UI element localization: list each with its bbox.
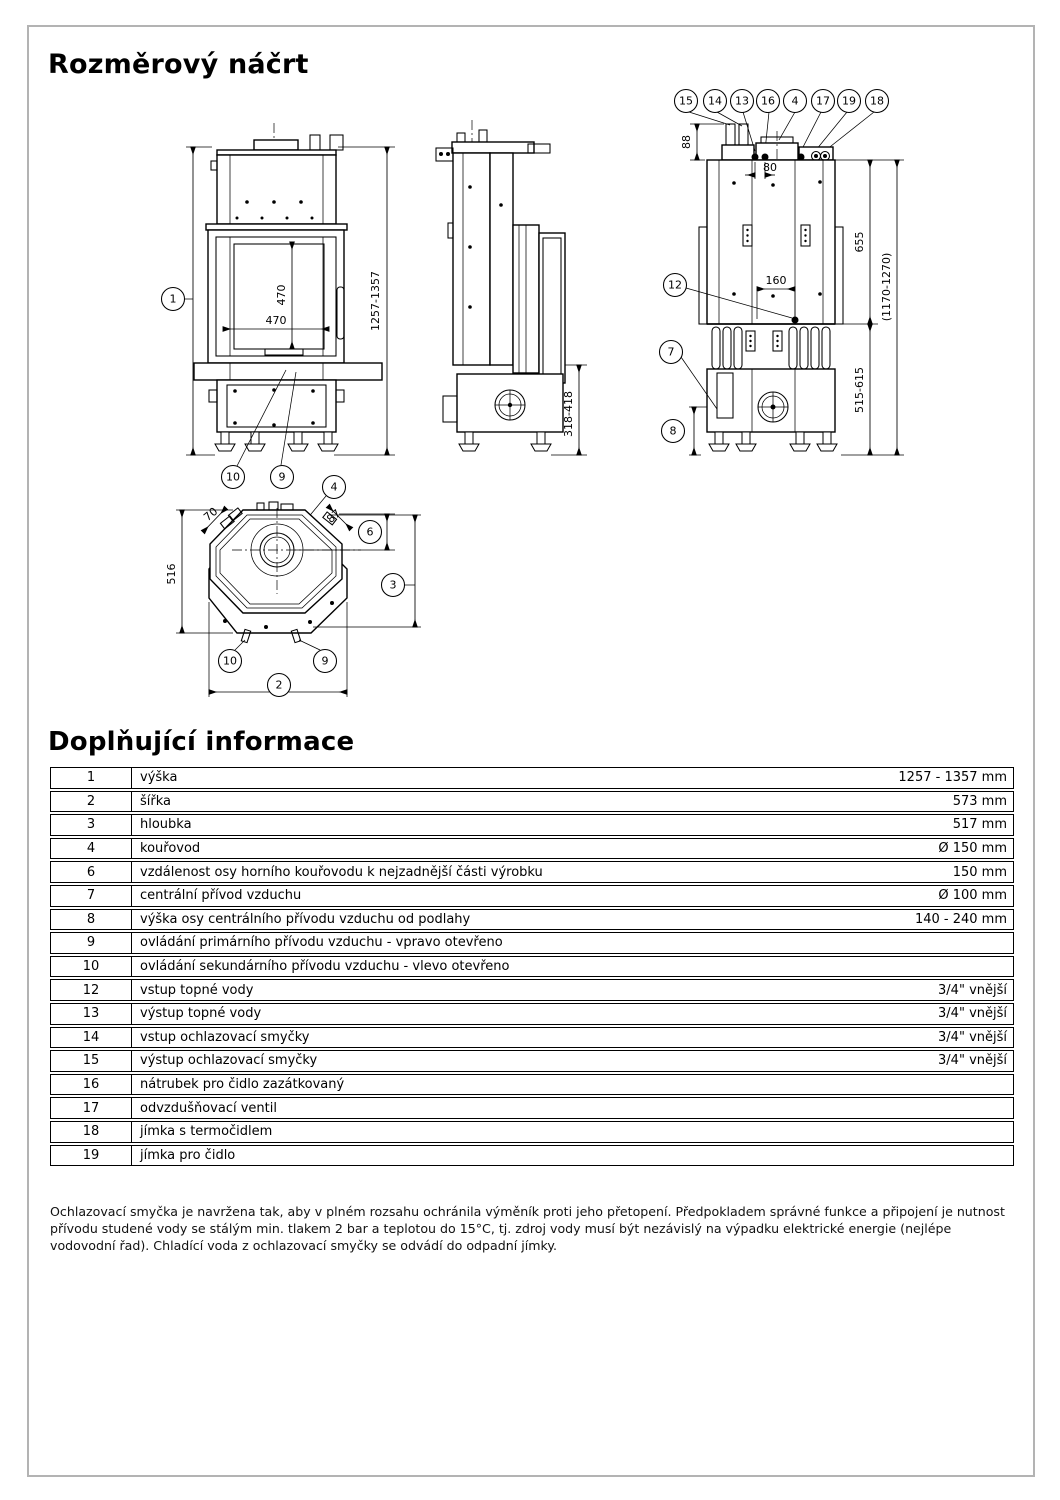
row-value: Ø 100 mm (938, 888, 1007, 904)
row-label: ovládání primárního přívodu vzduchu - vpravo otevřeno (140, 935, 503, 951)
row-value: 517 mm (952, 817, 1007, 833)
section-title: Doplňující informace (48, 727, 355, 757)
row-value (1007, 1122, 1013, 1142)
front-view (162, 123, 396, 537)
row-label: vzdálenost osy horního kouřovodu k nejzadnější části výrobku (140, 864, 543, 880)
front-callout-4: 4 (330, 480, 338, 494)
row-value (1007, 1146, 1013, 1166)
row-number: 19 (51, 1146, 132, 1166)
rear-callout-15: 15 (679, 94, 693, 108)
rear-total-dim: (1170-1270) (880, 252, 893, 322)
row-value: 573 mm (952, 793, 1007, 809)
rear-lower-dim: 515-615 (853, 367, 866, 413)
table-row (50, 1097, 1014, 1119)
rear-callout-16: 16 (761, 94, 775, 108)
rear-callout-4: 4 (791, 94, 799, 108)
rear-callout-17: 17 (816, 94, 830, 108)
row-value (1007, 933, 1013, 953)
row-label: vstup topné vody (140, 982, 254, 998)
row-label: ovládání sekundárního přívodu vzduchu - vlevo otevřeno (140, 959, 510, 975)
rear-view (660, 90, 905, 456)
row-value: 140 - 240 mm (914, 911, 1007, 927)
table-row (50, 932, 1014, 954)
rear-upper-dim: 655 (853, 231, 866, 253)
rear-water-spacing-dim: 160 (765, 274, 787, 287)
table-row (50, 861, 1014, 883)
row-label: výška osy centrálního přívodu vzduchu od podlahy (140, 911, 471, 927)
table-row (50, 956, 1014, 978)
document-page (27, 25, 1035, 1477)
front-callout-9: 9 (278, 470, 286, 484)
plan-callout-3: 3 (389, 578, 397, 592)
plan-callout-10: 10 (223, 654, 237, 668)
row-label: odvzdušňovací ventil (140, 1100, 277, 1116)
table-row (50, 791, 1014, 813)
rear-callout-12: 12 (668, 278, 682, 292)
row-label: kouřovod (140, 841, 201, 857)
side-air-axis-dim: 318-418 (562, 391, 575, 437)
table-row (50, 838, 1014, 860)
plan-callout-2: 2 (275, 678, 283, 692)
rear-top-dim: 88 (680, 135, 693, 149)
row-number: 10 (51, 957, 132, 977)
front-glass-height-dim: 470 (275, 284, 288, 306)
table-row (50, 909, 1014, 931)
side-view (436, 120, 587, 455)
row-number: 16 (51, 1075, 132, 1095)
row-label: centrální přívod vzduchu (140, 888, 302, 904)
row-label: hloubka (140, 817, 192, 833)
front-total-height-dim: 1257-1357 (369, 271, 382, 331)
plan-callout-9: 9 (321, 654, 329, 668)
page-title: Rozměrový náčrt (48, 49, 309, 80)
plan-depth-dim: 516 (165, 563, 178, 585)
plan-left-stub-dim: 70 (201, 504, 221, 524)
row-value: Ø 150 mm (938, 841, 1007, 857)
row-number: 6 (51, 862, 132, 882)
table-row (50, 814, 1014, 836)
row-label: výstup ochlazovací smyčky (140, 1053, 318, 1069)
row-label: jímka s termočidlem (140, 1124, 273, 1140)
rear-callout-13: 13 (735, 94, 749, 108)
row-number: 17 (51, 1098, 132, 1118)
row-number: 7 (51, 886, 132, 906)
row-number: 18 (51, 1122, 132, 1142)
plan-view (165, 502, 421, 697)
row-number: 8 (51, 910, 132, 930)
row-value: 3/4" vnější (938, 1029, 1007, 1045)
rear-callout-19: 19 (842, 94, 856, 108)
front-glass-width-dim: 470 (265, 314, 287, 327)
row-label: nátrubek pro čidlo zazátkovaný (140, 1077, 345, 1093)
info-table (50, 767, 1014, 1168)
table-row (50, 979, 1014, 1001)
row-number: 4 (51, 839, 132, 859)
row-value (1007, 1098, 1013, 1118)
row-value: 1257 - 1357 mm (898, 770, 1007, 786)
plan-callout-6: 6 (366, 525, 374, 539)
table-row (50, 1121, 1014, 1143)
row-number: 2 (51, 792, 132, 812)
row-value: 150 mm (952, 864, 1007, 880)
row-number: 1 (51, 768, 132, 788)
row-label: šířka (140, 793, 171, 809)
rear-callout-7: 7 (667, 345, 675, 359)
table-row (50, 1074, 1014, 1096)
row-label: vstup ochlazovací smyčky (140, 1029, 310, 1045)
plan-right-stub-dim: 87 (324, 506, 344, 526)
table-row (50, 1145, 1014, 1167)
cooling-loop-note: Ochlazovací smyčka je navržena tak, aby v plném rozsahu ochránila výměník proti jeho přetopení. Předpokladem správné funkce a připojení je nutnost přívodu studené vody se stálým min. tlakem 2 bar a teplotou do 15°C, tj. zdroj vody musí být nezávislý na výpadku elektrické energie (nejlépe vodovodní řad). Chladící voda z ochlazovací smyčky se odvádí do odpadní jímky. (50, 1204, 1005, 1254)
rear-callout-14: 14 (708, 94, 722, 108)
table-row (50, 767, 1014, 789)
rear-sensor-spacing-dim: 80 (763, 161, 777, 174)
row-value (1007, 1075, 1013, 1095)
dimensional-drawing (29, 87, 1033, 737)
table-row (50, 1003, 1014, 1025)
row-value: 3/4" vnější (938, 982, 1007, 998)
row-number: 9 (51, 933, 132, 953)
table-row (50, 1027, 1014, 1049)
row-number: 12 (51, 980, 132, 1000)
row-number: 14 (51, 1028, 132, 1048)
front-callout-1: 1 (169, 292, 177, 306)
row-value (1007, 957, 1013, 977)
rear-callout-8: 8 (669, 424, 677, 438)
row-label: výška (140, 770, 178, 786)
table-row (50, 885, 1014, 907)
row-number: 15 (51, 1051, 132, 1071)
row-number: 3 (51, 815, 132, 835)
row-label: výstup topné vody (140, 1006, 262, 1022)
row-value: 3/4" vnější (938, 1053, 1007, 1069)
row-label: jímka pro čidlo (140, 1147, 236, 1163)
front-callout-10: 10 (226, 470, 240, 484)
row-number: 13 (51, 1004, 132, 1024)
rear-callout-18: 18 (870, 94, 884, 108)
table-row (50, 1050, 1014, 1072)
row-value: 3/4" vnější (938, 1006, 1007, 1022)
